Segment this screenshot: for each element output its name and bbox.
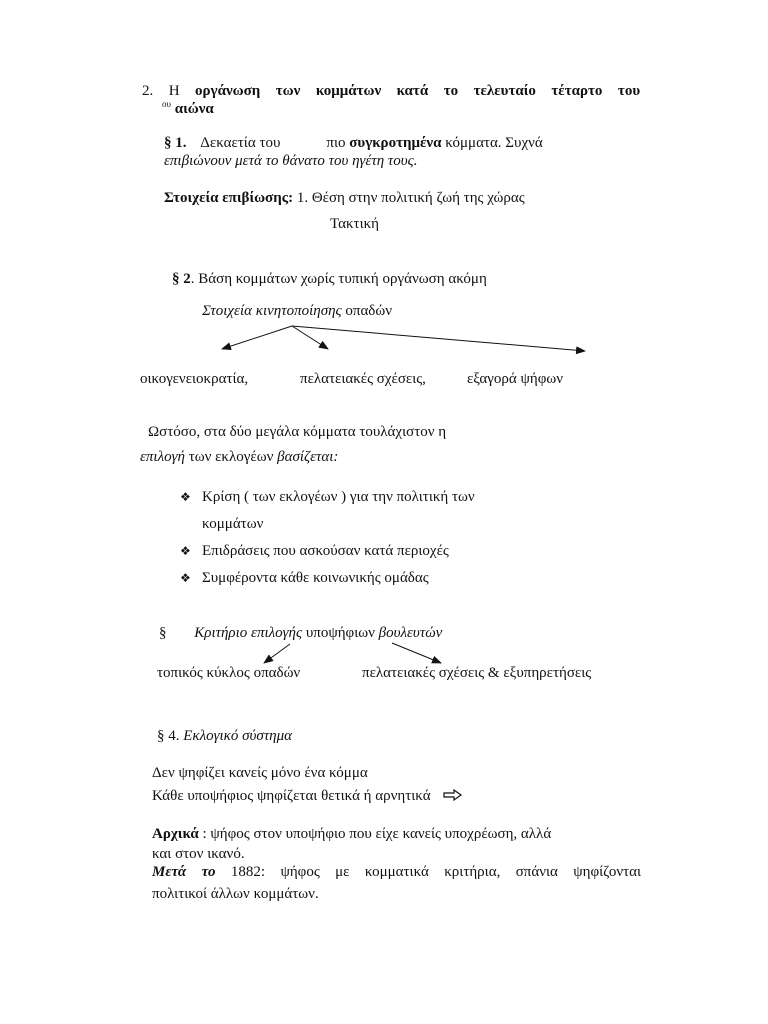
section1-mark: § 1. <box>164 135 187 151</box>
after-word: ψηφίζονται <box>573 864 642 880</box>
mobilization-rest: οπαδών <box>341 303 393 319</box>
after-word: με <box>335 864 350 880</box>
heading-title-end: αιώνα <box>174 101 214 117</box>
bullet-text: Κρίση ( των εκλογέων ) για την πολιτική των <box>202 489 475 505</box>
section1-bold: συγκροτημένα <box>349 135 442 151</box>
section3-branch-right: πελατειακές σχέσεις & εξυπηρετήσεις <box>362 665 592 681</box>
heading-word: κατά <box>396 83 429 99</box>
heading-number: 2. <box>142 83 154 99</box>
after-word: σπάνια <box>515 864 558 880</box>
section4-italic: Εκλογικό σύστημα <box>183 728 293 744</box>
heading-word: το <box>443 83 459 99</box>
section1-line2: επιβιώνουν μετά το θάνατο του ηγέτη τους. <box>164 153 418 169</box>
arrow-to-client-relations <box>392 643 441 663</box>
however-italic-end: βασίζεται: <box>277 449 339 465</box>
after-word: ψήφος <box>280 864 320 880</box>
section3-mid: υποψήφιων <box>302 625 379 641</box>
mobilization-italic: Στοιχεία κινητοποίησης <box>202 303 342 319</box>
section3-italic2: βουλευτών <box>378 625 443 641</box>
branch-item: οικογενειοκρατία, <box>140 371 249 387</box>
criterion-arrows <box>264 643 441 663</box>
heading-word: των <box>275 83 301 99</box>
arrow-to-clientelism <box>292 326 328 349</box>
arrow-to-local-circle <box>264 644 290 663</box>
mobilization-arrows <box>222 326 585 351</box>
heading-word: οργάνωση <box>195 83 261 99</box>
arrow-to-vote-buying <box>292 326 585 351</box>
heading-article: Η <box>168 83 180 99</box>
heading-superscript: ου <box>162 99 171 109</box>
diamond-bullet-icon: ❖ <box>180 544 191 558</box>
section4-line1: Δεν ψηφίζει κανείς μόνο ένα κόμμα <box>152 765 368 781</box>
section1-text1: Δεκαετία του <box>200 135 281 151</box>
bullet-text: Συμφέροντα κάθε κοινωνικής ομάδας <box>202 570 429 586</box>
survival-item2: Τακτική <box>330 216 380 232</box>
initially-text: : ψήφος στον υποψήφιο που είχε κανείς υποχρέωση, αλλά <box>198 826 552 842</box>
however-italic: επιλογή <box>140 449 185 465</box>
diamond-bullet-icon: ❖ <box>180 490 191 504</box>
heading-word: κομμάτων <box>315 83 382 99</box>
initially-label: Αρχικά <box>152 826 199 842</box>
diamond-bullet-icon: ❖ <box>180 571 191 585</box>
section1-text2: πιο <box>326 135 346 151</box>
heading-word: τέταρτο <box>551 83 603 99</box>
section3-mark: § <box>159 625 167 641</box>
after-word: κριτήρια, <box>444 864 501 880</box>
branch-item: πελατειακές σχέσεις, <box>300 371 426 387</box>
after-year: 1882: <box>230 864 266 880</box>
bullet-text: Επιδράσεις που ασκούσαν κατά περιοχές <box>202 543 449 559</box>
initially-line2: και στον ικανό. <box>152 846 245 862</box>
bullet-continuation: κομμάτων <box>202 516 264 532</box>
after-word: κομματικά <box>364 864 429 880</box>
survival-item1: 1. Θέση στην πολιτική ζωή της χώρας <box>296 190 525 206</box>
however-mid: των εκλογέων <box>184 449 278 465</box>
section4-line2-text: Κάθε υποψήφιος ψηφίζεται θετικά ή αρνητικά <box>152 788 431 804</box>
section2-text: . Βάση κομμάτων χωρίς τυπική οργάνωση ακόμη <box>190 271 487 287</box>
after-label-word: το <box>201 864 216 880</box>
section2-mark: § 2 <box>172 271 191 287</box>
heading-word: του <box>617 83 641 99</box>
branch-item: εξαγορά ψήφων <box>467 371 564 387</box>
arrow-to-family-rule <box>222 326 292 349</box>
heading-word: τελευταίο <box>473 83 536 99</box>
section3-branch-left: τοπικός κύκλος οπαδών <box>157 665 301 681</box>
after-label-word: Μετά <box>152 864 187 880</box>
after-line2: πολιτικοί άλλων κομμάτων. <box>152 886 319 902</box>
section4-mark: § 4. <box>157 728 180 744</box>
section1-text3: κόμματα. Συχνά <box>445 135 543 151</box>
section3-italic1: Κριτήριο επιλογής <box>194 625 303 641</box>
however-line1: Ωστόσο, στα δύο μεγάλα κόμματα τουλάχιστον η <box>148 424 447 440</box>
survival-label: Στοιχεία επιβίωσης: <box>164 190 294 206</box>
